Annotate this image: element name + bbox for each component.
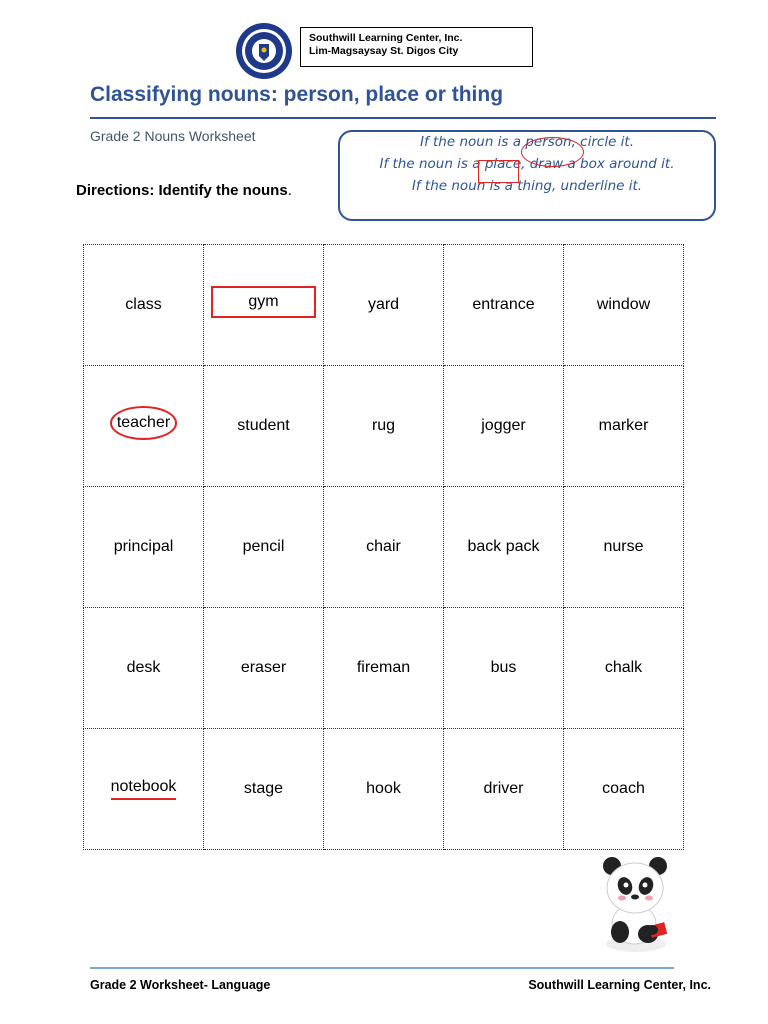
noun-word: principal xyxy=(113,538,174,555)
grid-cell[interactable] xyxy=(84,487,204,608)
footer-left-text: Grade 2 Worksheet- Language xyxy=(90,978,271,992)
grid-cell[interactable] xyxy=(324,608,444,729)
noun-word: yard xyxy=(367,296,400,313)
noun-word: window xyxy=(596,296,651,313)
instruction-person: If the noun is a person, circle it. xyxy=(419,134,635,150)
directions-label: Directions: Identify the nouns xyxy=(76,182,288,199)
grid-cell[interactable] xyxy=(204,487,324,608)
noun-word: fireman xyxy=(356,659,411,676)
grid-cell[interactable] xyxy=(204,729,324,850)
school-name: Southwill Learning Center, Inc. xyxy=(309,32,463,44)
grid-cell[interactable] xyxy=(444,366,564,487)
noun-word: chair xyxy=(366,538,401,555)
noun-word: nurse xyxy=(603,538,644,555)
grid-cell[interactable] xyxy=(564,729,684,850)
directions xyxy=(76,182,292,199)
school-info-box xyxy=(300,27,533,67)
noun-word: eraser xyxy=(240,659,287,676)
grid-cell[interactable] xyxy=(324,366,444,487)
grid-cell[interactable] xyxy=(324,487,444,608)
grid-cell[interactable] xyxy=(564,245,684,366)
noun-word: student xyxy=(237,417,290,434)
grid-cell[interactable] xyxy=(564,366,684,487)
grid-cell[interactable] xyxy=(84,729,204,850)
page-title: Classifying nouns: person, place or thing xyxy=(90,83,504,106)
noun-word: stage xyxy=(243,780,284,797)
noun-word: jogger xyxy=(481,417,526,434)
circled-noun-example: teacher xyxy=(110,406,177,440)
boxed-noun-example: gym xyxy=(211,286,315,318)
instruction-place: If the noun is a place, draw a box around it. xyxy=(379,156,675,172)
grid-cell[interactable] xyxy=(444,608,564,729)
grid-cell[interactable] xyxy=(204,608,324,729)
grid-row xyxy=(84,608,684,729)
grid-row xyxy=(84,729,684,850)
footer-divider xyxy=(90,967,674,969)
grid-row xyxy=(84,245,684,366)
grid-row xyxy=(84,366,684,487)
panda-illustration xyxy=(592,852,678,958)
grid-cell[interactable] xyxy=(84,366,204,487)
demo-circle-mark xyxy=(521,137,584,167)
grid-cell[interactable] xyxy=(564,487,684,608)
noun-word: rug xyxy=(371,417,396,434)
grid-row xyxy=(84,487,684,608)
noun-word: back pack xyxy=(467,538,540,555)
worksheet-subtitle: Grade 2 Nouns Worksheet xyxy=(90,128,256,144)
noun-word: coach xyxy=(602,780,645,797)
school-address: Lim-Magsaysay St. Digos City xyxy=(309,45,459,57)
grid-cell[interactable] xyxy=(444,729,564,850)
footer-right-text: Southwill Learning Center, Inc. xyxy=(528,978,711,992)
grid-cell[interactable] xyxy=(324,245,444,366)
demo-box-mark xyxy=(478,160,519,183)
noun-word: class xyxy=(125,296,162,313)
grid-cell[interactable] xyxy=(84,608,204,729)
school-seal-logo xyxy=(235,22,293,80)
noun-word: bus xyxy=(490,659,517,676)
grid-cell[interactable] xyxy=(204,366,324,487)
instruction-thing: If the noun is a thing, underline it. xyxy=(411,178,643,194)
noun-word: driver xyxy=(483,780,524,797)
underlined-noun-example: notebook xyxy=(111,778,177,800)
grid-cell[interactable] xyxy=(84,245,204,366)
directions-punct: . xyxy=(287,182,292,199)
nouns-grid xyxy=(83,244,684,850)
noun-word: chalk xyxy=(604,659,643,676)
noun-word: entrance xyxy=(472,296,535,313)
grid-cell[interactable] xyxy=(444,245,564,366)
grid-cell[interactable] xyxy=(564,608,684,729)
noun-word: pencil xyxy=(242,538,285,555)
grid-cell[interactable] xyxy=(204,245,324,366)
noun-word: hook xyxy=(366,780,401,797)
noun-word: marker xyxy=(598,417,649,434)
noun-word: desk xyxy=(126,659,161,676)
title-divider xyxy=(90,117,716,119)
grid-cell[interactable] xyxy=(444,487,564,608)
grid-cell[interactable] xyxy=(324,729,444,850)
